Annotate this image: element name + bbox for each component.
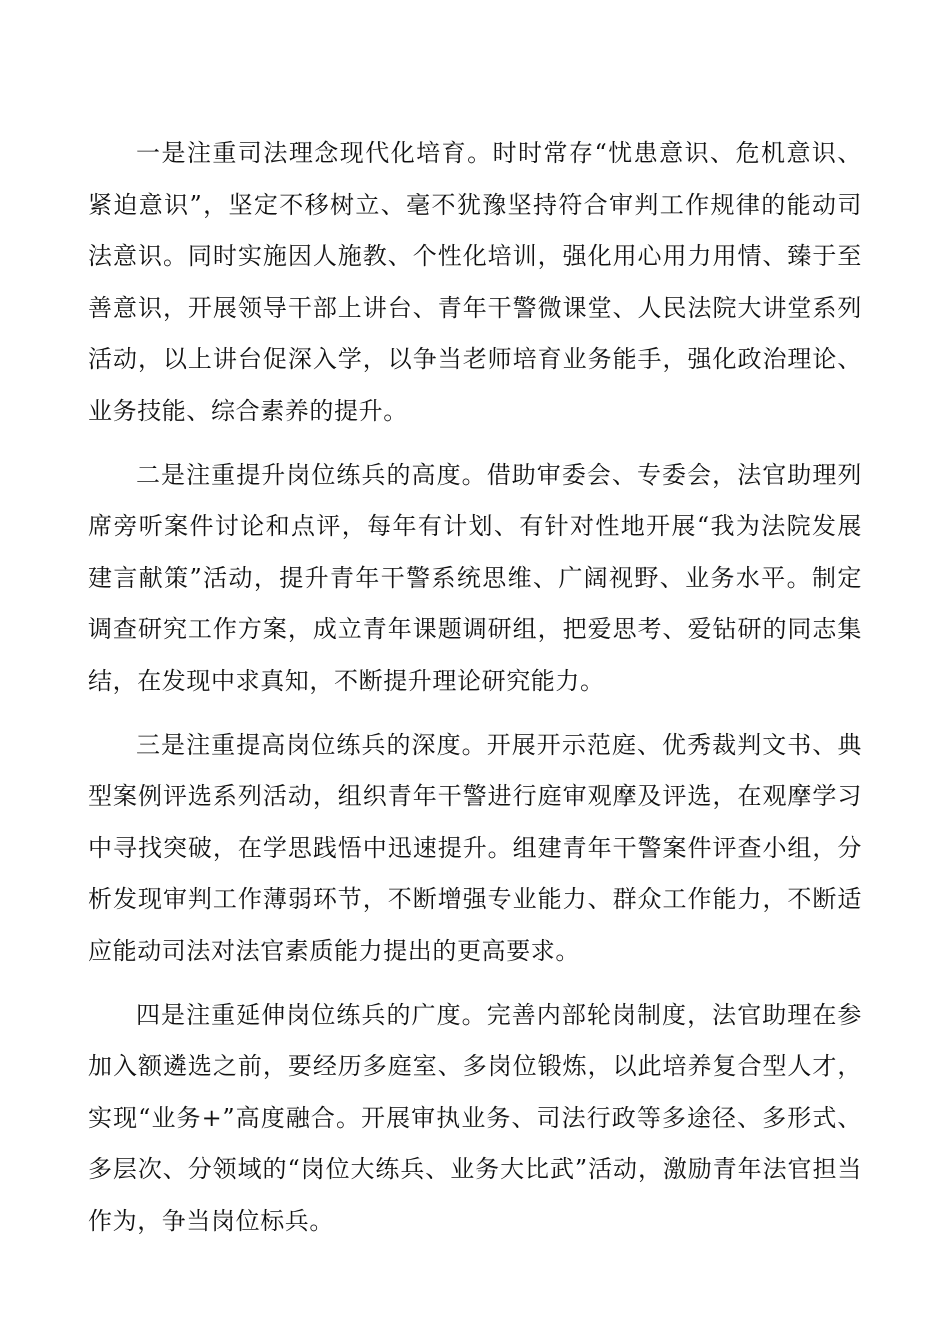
paragraph-1: 一是注重司法理念现代化培育。时时常存“忧患意识、危机意识、紧迫意识”，坚定不移树立、毫不犹豫坚持符合审判工作规律的能动司法意识。同时实施因人施教、个性化培训，强化用心用力用情、臻于至善意识，开展领导干部上讲台、青年干警微课堂、人民法院大讲堂系列活动，以上讲台促深入学，以争当老师培育业务能手，强化政治理论、业务技能、综合素养的提升。 bbox=[88, 139, 862, 425]
paragraph-4: 四是注重延伸岗位练兵的广度。完善内部轮岗制度，法官助理在参加入额遴选之前，要经历多庭室、多岗位锻炼，以此培养复合型人才，实现“业务+”高度融合。开展审执业务、司法行政等多途径、多形式、多层次、分领域的“岗位大练兵、业务大比武”活动，激励青年法官担当作为，争当岗位标兵。 bbox=[88, 1000, 862, 1235]
paragraph-3: 三是注重提高岗位练兵的深度。开展开示范庭、优秀裁判文书、典型案例评选系列活动，组织青年干警进行庭审观摩及评选，在观摩学习中寻找突破，在学思践悟中迅速提升。组建青年干警案件评查小组，分析发现审判工作薄弱环节，不断增强专业能力、群众工作能力，不断适应能动司法对法官素质能力提出的更高要求。 bbox=[88, 730, 862, 965]
paragraph-2: 二是注重提升岗位练兵的高度。借助审委会、专委会，法官助理列席旁听案件讨论和点评，每年有计划、有针对性地开展“我为法院发展建言献策”活动，提升青年干警系统思维、广阔视野、业务水平。制定调查研究工作方案，成立青年课题调研组，把爱思考、爱钻研的同志集结，在发现中求真知，不断提升理论研究能力。 bbox=[88, 460, 862, 695]
document-body bbox=[88, 128, 862, 1259]
